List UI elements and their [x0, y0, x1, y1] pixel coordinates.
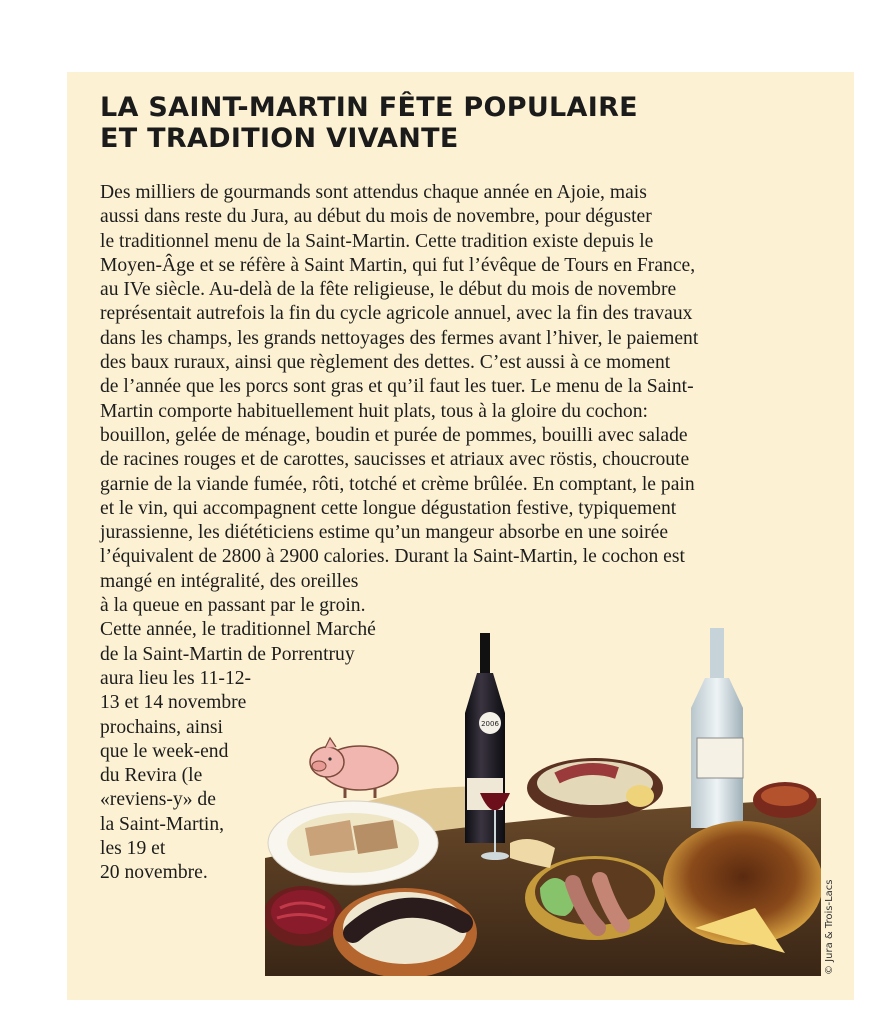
- body-line: l’équivalent de 2800 à 2900 calories. Durant la Saint-Martin, le cochon est: [100, 546, 685, 568]
- body-line: la Saint-Martin,: [100, 813, 225, 835]
- body-line: prochains, ainsi: [100, 716, 223, 738]
- body-line: que le week-end: [100, 740, 229, 762]
- body-line: «reviens-y» de: [100, 789, 216, 811]
- body-line: Des milliers de gourmands sont attendus chaque année en Ajoie, mais: [100, 182, 647, 203]
- body-line: de racines rouges et de carottes, saucisses et atriaux avec röstis, choucroute: [100, 449, 690, 471]
- title-line-2: ET TRADITION VIVANTE: [100, 123, 459, 154]
- article-title: [100, 92, 820, 154]
- body-line: 20 novembre.: [100, 862, 208, 884]
- body-line: bouillon, gelée de ménage, boudin et purée de pommes, bouilli avec salade: [100, 424, 688, 446]
- body-line: 13 et 14 novembre: [100, 692, 247, 714]
- body-line: Cette année, le traditionnel Marché: [100, 619, 376, 641]
- photo-credit: © Jura & Trois-Lacs: [824, 879, 835, 975]
- body-line: le traditionnel menu de la Saint-Martin. Cette tradition existe depuis le: [100, 230, 654, 252]
- body-line: Martin comporte habituellement huit plats, tous à la gloire du cochon:: [100, 400, 648, 422]
- body-line: mangé en intégralité, des oreilles: [100, 570, 359, 592]
- body-line: aussi dans reste du Jura, au début du mois de novembre, pour déguster: [100, 206, 652, 228]
- body-line: au IVe siècle. Au-delà de la fête religieuse, le début du mois de novembre: [100, 279, 677, 301]
- body-line: de la Saint-Martin de Porrentruy: [100, 643, 355, 665]
- title-line-1: LA SAINT-MARTIN FÊTE POPULAIRE: [100, 92, 638, 123]
- body-line: aura lieu les 11-12-: [100, 667, 252, 689]
- body-line: à la queue en passant par le groin.: [100, 595, 366, 617]
- body-line: des baux ruraux, ainsi que règlement des dettes. C’est aussi à ce moment: [100, 352, 671, 374]
- body-line: du Revira (le: [100, 765, 203, 787]
- body-line: garnie de la viande fumée, rôti, totché et crème brûlée. En comptant, le pain: [100, 473, 695, 495]
- body-line: de l’année que les porcs sont gras et qu’il faut les tuer. Le menu de la Saint-: [100, 376, 694, 398]
- wine-bottle: [465, 633, 505, 843]
- saint-martin-menu-photo: [265, 628, 821, 976]
- body-line: représentait autrefois la fin du cycle agricole annuel, avec la fin des travaux: [100, 303, 693, 325]
- body-line: dans les champs, les grands nettoyages des fermes avant l’hiver, le paiement: [100, 327, 699, 349]
- wine-label-year: 2006: [481, 720, 499, 728]
- eau-de-vie-bottle: [691, 628, 743, 828]
- body-line: et le vin, qui accompagnent cette longue dégustation festive, typiquement: [100, 497, 677, 519]
- body-line: Moyen-Âge et se réfère à Saint Martin, qui fut l’évêque de Tours en France,: [100, 254, 696, 276]
- body-line: jurassienne, les diététiciens estime qu’un mangeur absorbe en une soirée: [100, 522, 669, 544]
- pig-drawing: [310, 738, 398, 798]
- body-line: les 19 et: [100, 838, 166, 860]
